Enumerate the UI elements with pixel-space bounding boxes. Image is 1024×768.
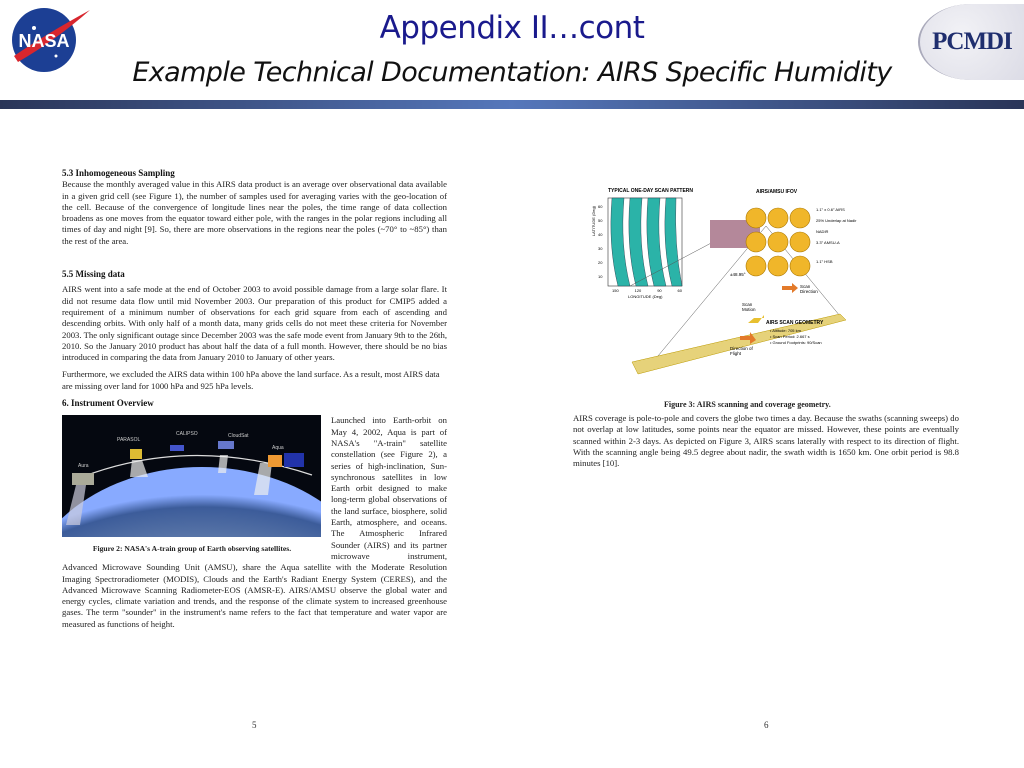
page-number: 6 — [764, 720, 769, 730]
slide-subtitle: Example Technical Documentation: AIRS Specific Humidity — [132, 57, 892, 88]
y-ticks: 60 50 40 30 20 10 — [598, 204, 603, 279]
figure-3 — [590, 186, 890, 406]
paragraph: Because the monthly averaged value in this AIRS data product is an average over observational data available in a given grid cell (see Figure 1), the number of samples used for averaging varies with the geo-location of the cell. Because of the convergence of longitude lines near the poles, the time range of data collection broadens as one moves from the equator toward either pole, with the ranges in the polar regions including all times of day and night [9]. So, there are more observations in the regions near the poles (~70° to ~85°) than the rest of the area. — [62, 179, 447, 246]
x-ticks: 150 120 90 60 — [612, 288, 682, 293]
figure-2-caption: Figure 2: NASA's A-train group of Earth observing satellites. — [92, 544, 292, 554]
svg-text:NASA: NASA — [18, 31, 70, 51]
geometry-title: AIRS SCAN GEOMETRY — [766, 320, 824, 326]
section-heading: 5.5 Missing data — [62, 269, 125, 280]
direction-flight-label: Direction of Flight — [730, 346, 753, 356]
paragraph: Launched into Earth-orbit on May 4, 2002, Aqua is part of NASA's "A-train" satellite constellation (see Figure 2), a series of high-inclination, Sun-synchronous satellites in low Earth orbit designed to make long-term global observations of the land surface, biosphere, solid Earth, atmosphere, and oceans. The Atmospheric Infrared Sounder (AIRS) and its partner microwave instrument, Advanced Microwave Sounding Unit (AMSU), share the Aqua satellite with the Moderate Resolution Imaging Spectroradiometer (MODIS), Clouds and the Earth's Radiant Energy System (CERES), and the Advanced Microwave Scanning Radiometer-EOS (AMSR-E). AIRS/AMSU observe the global water and energy cycles, climate variation and trends, and the response of the climate system to increased greenhouse gases. The term "sounder" in the instrument's name refers to the fact that temperature and water vapor are measured as functions of height. — [62, 415, 447, 629]
figure-3-caption: Figure 3: AIRS scanning and coverage geometry. — [664, 400, 831, 409]
pcmdi-logo: PCMDI — [918, 4, 1024, 80]
section-heading: 5.3 Inhomogeneous Sampling — [62, 168, 175, 178]
header-divider — [0, 100, 1024, 109]
slide-title: Appendix II…cont — [379, 10, 645, 46]
ifov-labels: 1.1° x 0.6° AIRS 25% Underlap at Nadir NADIR 3.3° AMSU-A 1.1° HSB — [816, 207, 857, 264]
geometry-list: • Altitude: 705 km • Scan Period: 2.667 s • Ground Footprints: 90/Scan — [770, 328, 822, 345]
y-axis-label: LATITUDE (Deg) — [591, 206, 596, 237]
paragraph: Furthermore, we excluded the AIRS data within 100 hPa above the land surface. As a result, most AIRS data are missing over land for 1000 hPa and 925 hPa levels. — [62, 369, 440, 391]
document-page-6 — [514, 110, 1020, 768]
a-train-image — [62, 415, 321, 537]
scan-angle: ±48.95° — [730, 272, 746, 277]
satellite-label: Aura — [78, 463, 89, 470]
x-axis-label: LONGITUDE (Deg) — [628, 294, 663, 299]
section-heading: 6. Instrument Overview — [62, 398, 154, 409]
scan-motion-label: Scan Motion — [742, 302, 756, 312]
satellite-label: PARASOL — [117, 437, 141, 444]
satellite-label: CloudSat — [228, 433, 249, 440]
figure-2 — [62, 415, 322, 554]
paragraph: AIRS coverage is pole-to-pole and covers the globe two times a day. Because the swaths (scanning sweeps) do not overlap at low latitudes, some points near the equator are missed. However, these points are eventually scanned within 2-3 days. As depicted on Figure 3, AIRS scans laterally with respect to its direction of flight. With the scanning angle being 49.5 degree about nadir, the swath width is 1650 km. One orbit period is 98.8 minutes [10]. — [573, 413, 959, 469]
scan-direction-label: Scan Direction — [800, 284, 818, 294]
page-number: 5 — [252, 720, 257, 730]
ifov-title: AIRS/AMSU IFOV — [756, 189, 798, 195]
satellite-label: CALIPSO — [176, 431, 198, 438]
document-page-5 — [4, 110, 506, 768]
satellite-label: Aqua — [272, 445, 284, 452]
paragraph: AIRS went into a safe mode at the end of October 2003 to avoid possible damage from a large solar flare. It did not resume data flow until mid November 2003. Our preparation of this product for CMIP5 added a requirement of a minimum number of observations for each grid square from each of ascending and descending orbits. With only half of a month data, many grids cells do not meet these criteria for November 2003. The only significant outage since December 2003 was the safe mode event from January 9th to the 26th, 2010. So the January 2010 product has about half the data of a full month. However, there should be no bias introduced in comparing the data from January 2010 to January of other years. — [62, 284, 447, 363]
map-title: TYPICAL ONE-DAY SCAN PATTERN — [608, 188, 694, 194]
